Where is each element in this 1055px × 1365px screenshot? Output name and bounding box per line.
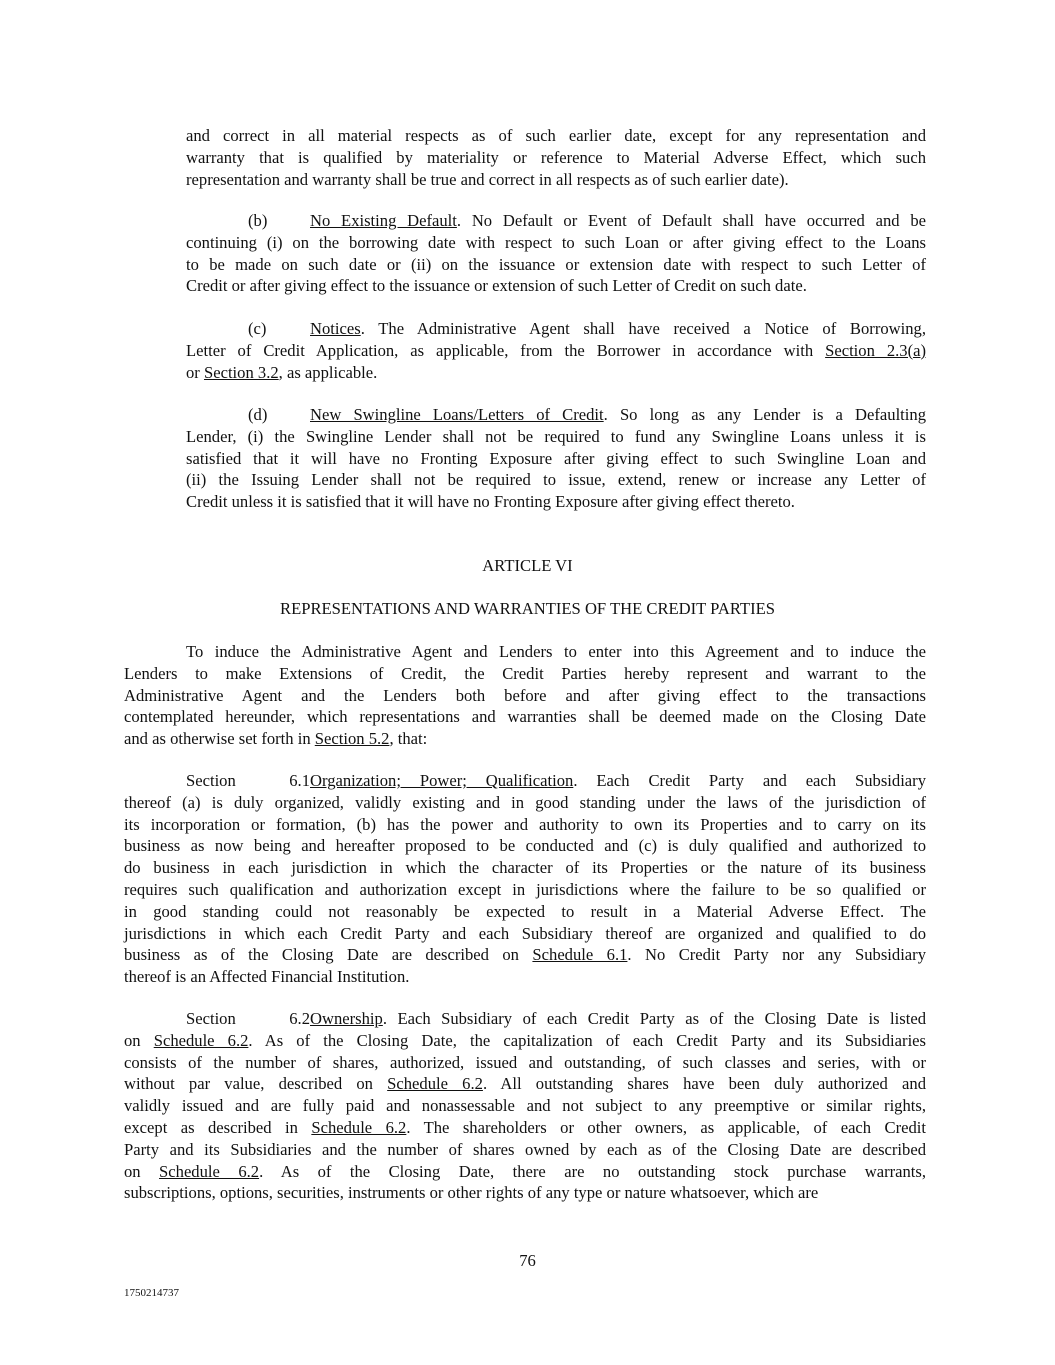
text-line: [124, 814, 926, 836]
text-line: [124, 1117, 926, 1139]
text-line: [124, 901, 926, 923]
text-line: [186, 169, 926, 191]
text-segment: . All outstanding shares have been duly authorized and: [482, 1074, 927, 1094]
text-segment: Lenders to make Extensions of Credit, the Credit Parties hereby represent and warrant to the: [124, 663, 926, 683]
text-segment: and correct in all material respects as of such earlier date, except for any representation and: [186, 126, 926, 145]
text-line: [186, 125, 926, 147]
underlined-reference: Schedule 6.1: [532, 945, 628, 965]
text-line: [124, 1008, 926, 1030]
text-segment: Lender, (i) the Swingline Lender shall not be required to fund any Swingline Loans unless it is: [186, 426, 926, 446]
text-line: [124, 944, 926, 966]
text-segment: Administrative Agent and the Lenders both before and after giving effect to the transactions: [124, 685, 926, 705]
text-segment: business as of the Closing Date are described on: [124, 945, 533, 965]
text-segment: satisfied that it will have no Fronting Exposure after giving effect to such Swingline Loan and: [186, 448, 926, 468]
text-segment: . As of the Closing Date, there are no outstanding stock purchase warrants,: [259, 1161, 926, 1181]
text-segment: thereof (a) is duly organized, validly existing and in good standing under the laws of the jurisdiction of: [124, 792, 926, 812]
paragraph-intro: [124, 641, 926, 750]
text-segment: except as described in: [124, 1117, 312, 1137]
text-segment: . The shareholders or other owners, as applicable, of each Credit: [406, 1117, 927, 1137]
text-segment: contemplated hereunder, which representations and warranties shall be deemed made on the Closing Date: [124, 707, 926, 727]
underlined-reference: Section 2.3(a): [825, 340, 926, 360]
text-segment: . So long as any Lender is a Defaulting: [603, 405, 926, 424]
underlined-reference: New Swingline Loans/Letters of Credit: [310, 405, 604, 424]
text-segment: subscriptions, options, securities, instruments or other rights of any type or nature whatsoever, which are: [124, 1183, 819, 1203]
text-line: [124, 1161, 926, 1183]
text-segment: . No Credit Party nor any Subsidiary: [627, 945, 926, 965]
text-segment: , as applicable.: [278, 362, 378, 382]
underlined-reference: Schedule 6.2: [311, 1117, 407, 1137]
text-segment: . Each Subsidiary of each Credit Party as of the Closing Date is listed: [382, 1009, 926, 1028]
text-line: [186, 147, 926, 169]
page-number: 76: [519, 1251, 536, 1270]
underlined-reference: Schedule 6.2: [387, 1074, 483, 1094]
text-segment: jurisdictions in which each Credit Party and each Subsidiary thereof are organized and qualified to do: [124, 923, 926, 943]
text-line: [124, 879, 926, 901]
text-line: [186, 254, 926, 276]
text-segment: Credit unless it is satisfied that it will have no Fronting Exposure after giving effect thereto.: [186, 492, 795, 512]
underlined-reference: Schedule 6.2: [159, 1161, 260, 1181]
text-line: [186, 232, 926, 254]
text-segment: . Each Credit Party and each Subsidiary: [573, 771, 926, 790]
underlined-reference: Organization; Power; Qualification: [310, 771, 574, 790]
text-line: [124, 770, 926, 792]
text-line: [124, 663, 926, 685]
text-segment: Letter of Credit Application, as applicable, from the Borrower in accordance with: [186, 340, 826, 360]
underlined-reference: Notices: [310, 319, 361, 338]
text-line: [186, 404, 926, 426]
text-segment: thereof is an Affected Financial Institution.: [124, 967, 410, 987]
article-number: ARTICLE VI: [482, 556, 573, 575]
text-segment: on: [124, 1030, 154, 1050]
paragraph-label: (c): [248, 319, 267, 338]
text-line: [124, 1030, 926, 1052]
text-segment: without par value, described on: [124, 1074, 388, 1094]
text-segment: Party and its Subsidiaries and the number of shares owned by each as of the Closing Date are described: [124, 1139, 926, 1159]
underlined-reference: Section 5.2: [314, 729, 390, 749]
text-line: [124, 728, 926, 750]
paragraph-d-swingline: [186, 404, 926, 513]
paragraph-label: Section 6.2: [186, 1009, 310, 1028]
text-line: [124, 685, 926, 707]
text-segment: (ii) the Issuing Lender shall not be required to issue, extend, renew or increase any Letter of: [186, 470, 926, 490]
text-segment: to be made on such date or (ii) on the issuance or extension date with respect to such Letter of: [186, 254, 926, 274]
text-line: [186, 340, 926, 362]
text-segment: representation and warranty shall be true and correct in all respects as of such earlier date).: [186, 169, 789, 189]
document-id: 1750214737: [124, 1287, 179, 1299]
paragraph-label: (b): [248, 211, 268, 230]
text-line: [186, 469, 926, 491]
section-6-1: [124, 770, 926, 988]
article-title: REPRESENTATIONS AND WARRANTIES OF THE CREDIT PARTIES: [280, 599, 775, 618]
text-line: [124, 641, 926, 663]
text-line: [186, 426, 926, 448]
text-segment: in good standing could not reasonably be expected to result in a Material Adverse Effect. The: [124, 901, 926, 921]
text-line: [124, 1139, 926, 1161]
text-line: [186, 448, 926, 470]
text-line: [124, 1095, 926, 1117]
text-line: [124, 1073, 926, 1095]
text-segment: on: [124, 1161, 160, 1181]
text-line: [124, 857, 926, 879]
text-segment: its incorporation or formation, (b) has the power and authority to own its Properties and to carry on its: [124, 814, 926, 834]
text-line: [124, 966, 926, 988]
paragraph-label: (d): [248, 405, 268, 424]
text-line: [186, 275, 926, 297]
underlined-reference: Schedule 6.2: [153, 1030, 249, 1050]
underlined-reference: No Existing Default: [310, 211, 457, 230]
section-6-2: [124, 1008, 926, 1204]
text-line: [124, 1182, 926, 1204]
text-segment: . As of the Closing Date, the capitalization of each Credit Party and its Subsidiaries: [248, 1030, 926, 1050]
text-segment: and as otherwise set forth in: [124, 729, 315, 749]
text-segment: do business in each jurisdiction in which the character of its Properties or the nature of its business: [124, 858, 926, 878]
underlined-reference: Ownership: [310, 1009, 383, 1028]
text-line: [186, 318, 926, 340]
paragraph-b-no-existing-default: [186, 210, 926, 297]
text-segment: . No Default or Event of Default shall have occurred and be: [456, 211, 927, 230]
text-line: [186, 362, 926, 384]
text-segment: continuing (i) on the borrowing date with respect to such Loan or after giving effect to the Loans: [186, 232, 926, 252]
underlined-reference: Section 3.2: [203, 362, 279, 382]
text-line: [124, 792, 926, 814]
text-segment: or: [186, 362, 204, 382]
text-segment: validly issued and are fully paid and nonassessable and not subject to any preemptive or similar rights,: [124, 1096, 926, 1116]
text-line: [186, 491, 926, 513]
text-segment: Credit or after giving effect to the issuance or extension of such Letter of Credit on such date.: [186, 276, 807, 296]
text-segment: business as now being and hereafter proposed to be conducted and (c) is duly qualified and authorized to: [124, 836, 926, 856]
text-line: [186, 210, 926, 232]
text-segment: consists of the number of shares, authorized, issued and outstanding, of such classes and series, with or: [124, 1052, 926, 1072]
text-segment: To induce the Administrative Agent and Lenders to enter into this Agreement and to induce the: [186, 642, 926, 661]
text-line: [124, 706, 926, 728]
text-line: [124, 923, 926, 945]
text-segment: , that:: [389, 729, 428, 749]
paragraph-c-notices: [186, 318, 926, 383]
text-line: [124, 835, 926, 857]
text-line: [124, 1052, 926, 1074]
text-segment: warranty that is qualified by materiality or reference to Material Adverse Effect, which such: [186, 147, 926, 167]
text-segment: requires such qualification and authorization except in jurisdictions where the failure to be so qualified or: [124, 879, 926, 899]
paragraph-label: Section 6.1: [186, 771, 310, 790]
paragraph-continued: [186, 125, 926, 190]
text-segment: . The Administrative Agent shall have received a Notice of Borrowing,: [360, 319, 926, 338]
